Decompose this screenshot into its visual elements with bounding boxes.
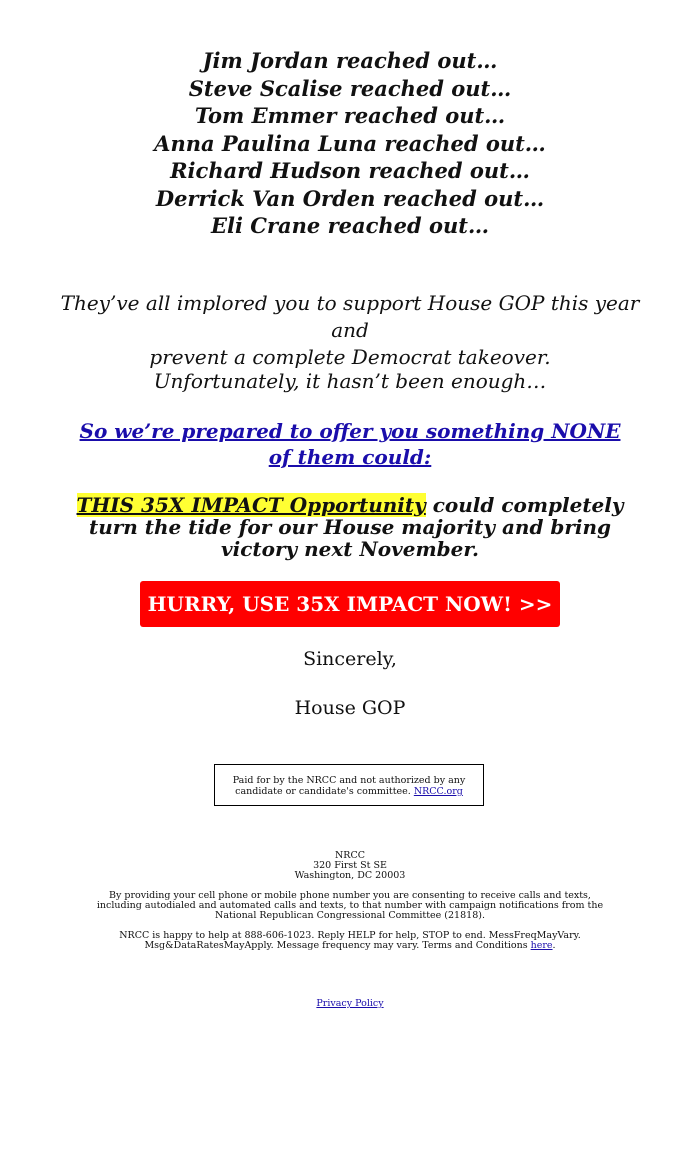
impact-paragraph [55, 494, 645, 560]
implored-line-1: They’ve all implored you to support House GOP this year and [60, 291, 640, 342]
implored-paragraph [50, 290, 650, 371]
footer [0, 851, 700, 951]
implored-line-2: prevent a complete Democrat takeover. [149, 345, 551, 369]
reached-out-scalise: Steve Scalise reached out… [188, 75, 512, 101]
disclaimer-line-1: Paid for by the NRCC and not authorized by any [232, 775, 466, 786]
disclaimer-line-2 [215, 786, 483, 797]
closing: Sincerely, [303, 648, 397, 670]
cta-button[interactable]: HURRY, USE 35X IMPACT NOW! >> [140, 581, 560, 627]
help-line-2: Msg&DataRatesMayApply. Message frequency may vary. Terms and Conditions [144, 940, 528, 951]
paid-for-disclaimer [214, 764, 484, 806]
impact-text: could completely turn the tide for our House majority and bring victory next November. [88, 493, 624, 561]
reached-out-emmer: Tom Emmer reached out… [194, 103, 506, 128]
signer: House GOP [294, 697, 406, 719]
terms-link[interactable]: here [530, 940, 553, 951]
offer-link[interactable]: So we’re prepared to offer you something NONE of them could: [79, 419, 621, 469]
help-end: . [552, 940, 556, 951]
reached-out-list [0, 47, 700, 240]
nrcc-link[interactable]: NRCC.org [413, 786, 463, 797]
reached-out-van-orden: Derrick Van Orden reached out… [155, 185, 545, 211]
address-city: Washington, DC 20003 [294, 870, 406, 881]
disclaimer-line-2-text: candidate or candidate's committee. [235, 786, 411, 797]
privacy-policy-link[interactable]: Privacy Policy [316, 998, 384, 1009]
impact-highlight-link[interactable]: THIS 35X IMPACT Opportunity [76, 493, 426, 517]
privacy-row [0, 998, 700, 1009]
consent-text: By providing your cell phone or mobile phone number you are consenting to receive calls and texts, including autodialed and automated calls and texts, to that number with campaign notifications from the National Republican Congressional Committee (21818). [96, 890, 604, 921]
reached-out-crane: Eli Crane reached out… [210, 213, 489, 238]
unfortunately-paragraph: Unfortunately, it hasn’t been enough… [153, 369, 547, 393]
address-org: NRCC [334, 850, 365, 861]
reached-out-hudson: Richard Hudson reached out… [170, 158, 530, 183]
help-text [90, 931, 610, 951]
address-street: 320 First St SE [313, 860, 387, 871]
help-line-1: NRCC is happy to help at 888-606-1023. Reply HELP for help, STOP to end. MessFreqMayVary. [119, 930, 581, 941]
reached-out-jordan: Jim Jordan reached out… [202, 48, 498, 73]
address [0, 851, 700, 881]
reached-out-luna: Anna Paulina Luna reached out… [154, 130, 546, 156]
